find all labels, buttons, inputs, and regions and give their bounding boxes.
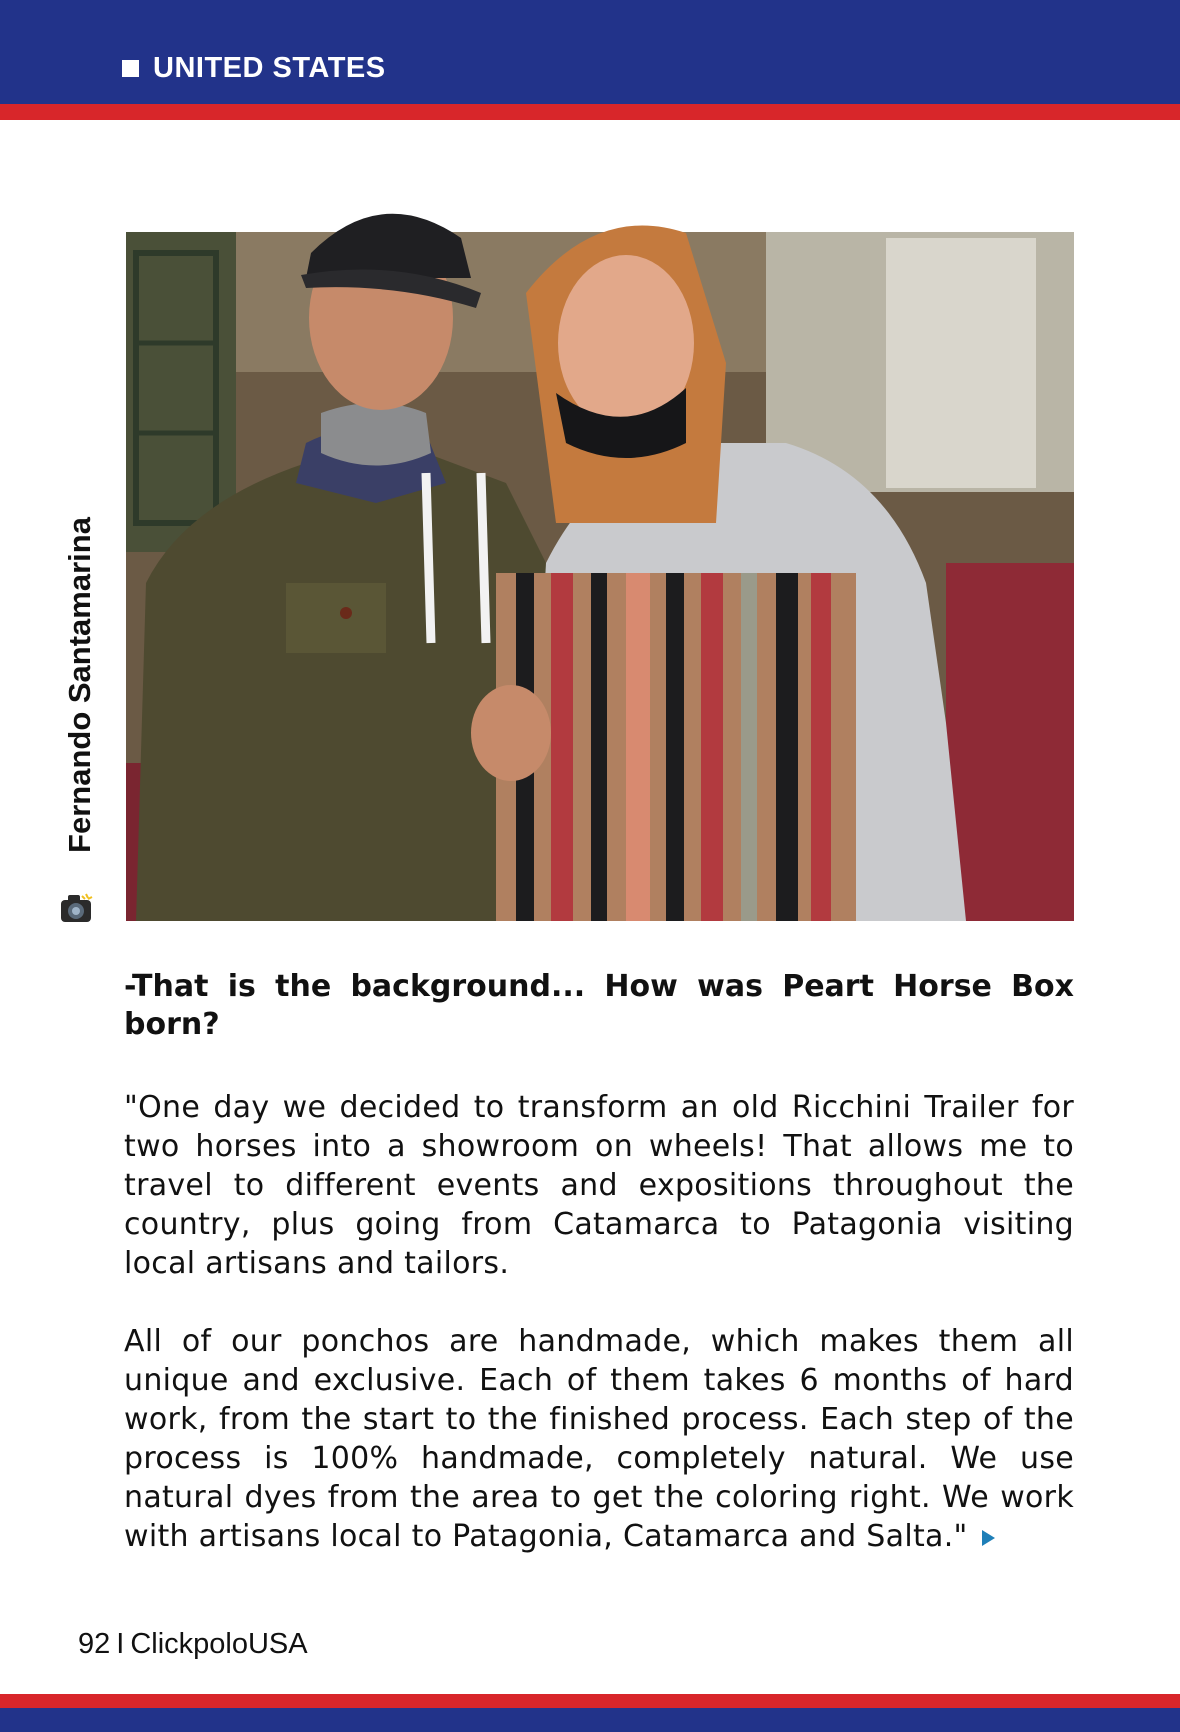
publication-name: ClickpoloUSA <box>130 1628 308 1660</box>
interview-question: -That is the background... How was Peart Horse Box born? <box>124 969 1074 1042</box>
article-photo <box>126 143 1074 921</box>
answer-paragraph-2-text: All of our ponchos are handmade, which makes them all unique and exclusive. Each of them takes 6 months of hard work, from the start to the finished process. Each step of the process is 100% handmade, completely natural. We use natural dyes from the area to get the coloring right. We work with artisans local to Patagonia, Catamarca and Salta." <box>124 1324 1074 1554</box>
photo-credit <box>58 440 102 930</box>
header-stripe <box>0 104 1180 120</box>
play-arrow-icon <box>982 1530 995 1546</box>
photo-credit-name: Fernando Santamarina <box>62 517 97 853</box>
camera-icon <box>58 892 96 926</box>
square-bullet-icon <box>122 60 139 77</box>
footer-stripe <box>0 1694 1180 1708</box>
answer-paragraph-2 <box>124 1322 1074 1556</box>
footer-separator: I <box>116 1628 125 1660</box>
answer-paragraph-1: "One day we decided to transform an old Ricchini Trailer for two horses into a showroom on wheels! That allows me to travel to different events and expositions throughout the country, plus going from Catamarca to Patagonia visiting local artisans and tailors. <box>124 1090 1074 1281</box>
section-label: UNITED STATES <box>153 51 386 84</box>
footer-bar <box>0 1708 1180 1732</box>
page-footer <box>78 1628 308 1661</box>
section-tag <box>122 46 386 90</box>
page-number: 92 <box>78 1628 111 1660</box>
